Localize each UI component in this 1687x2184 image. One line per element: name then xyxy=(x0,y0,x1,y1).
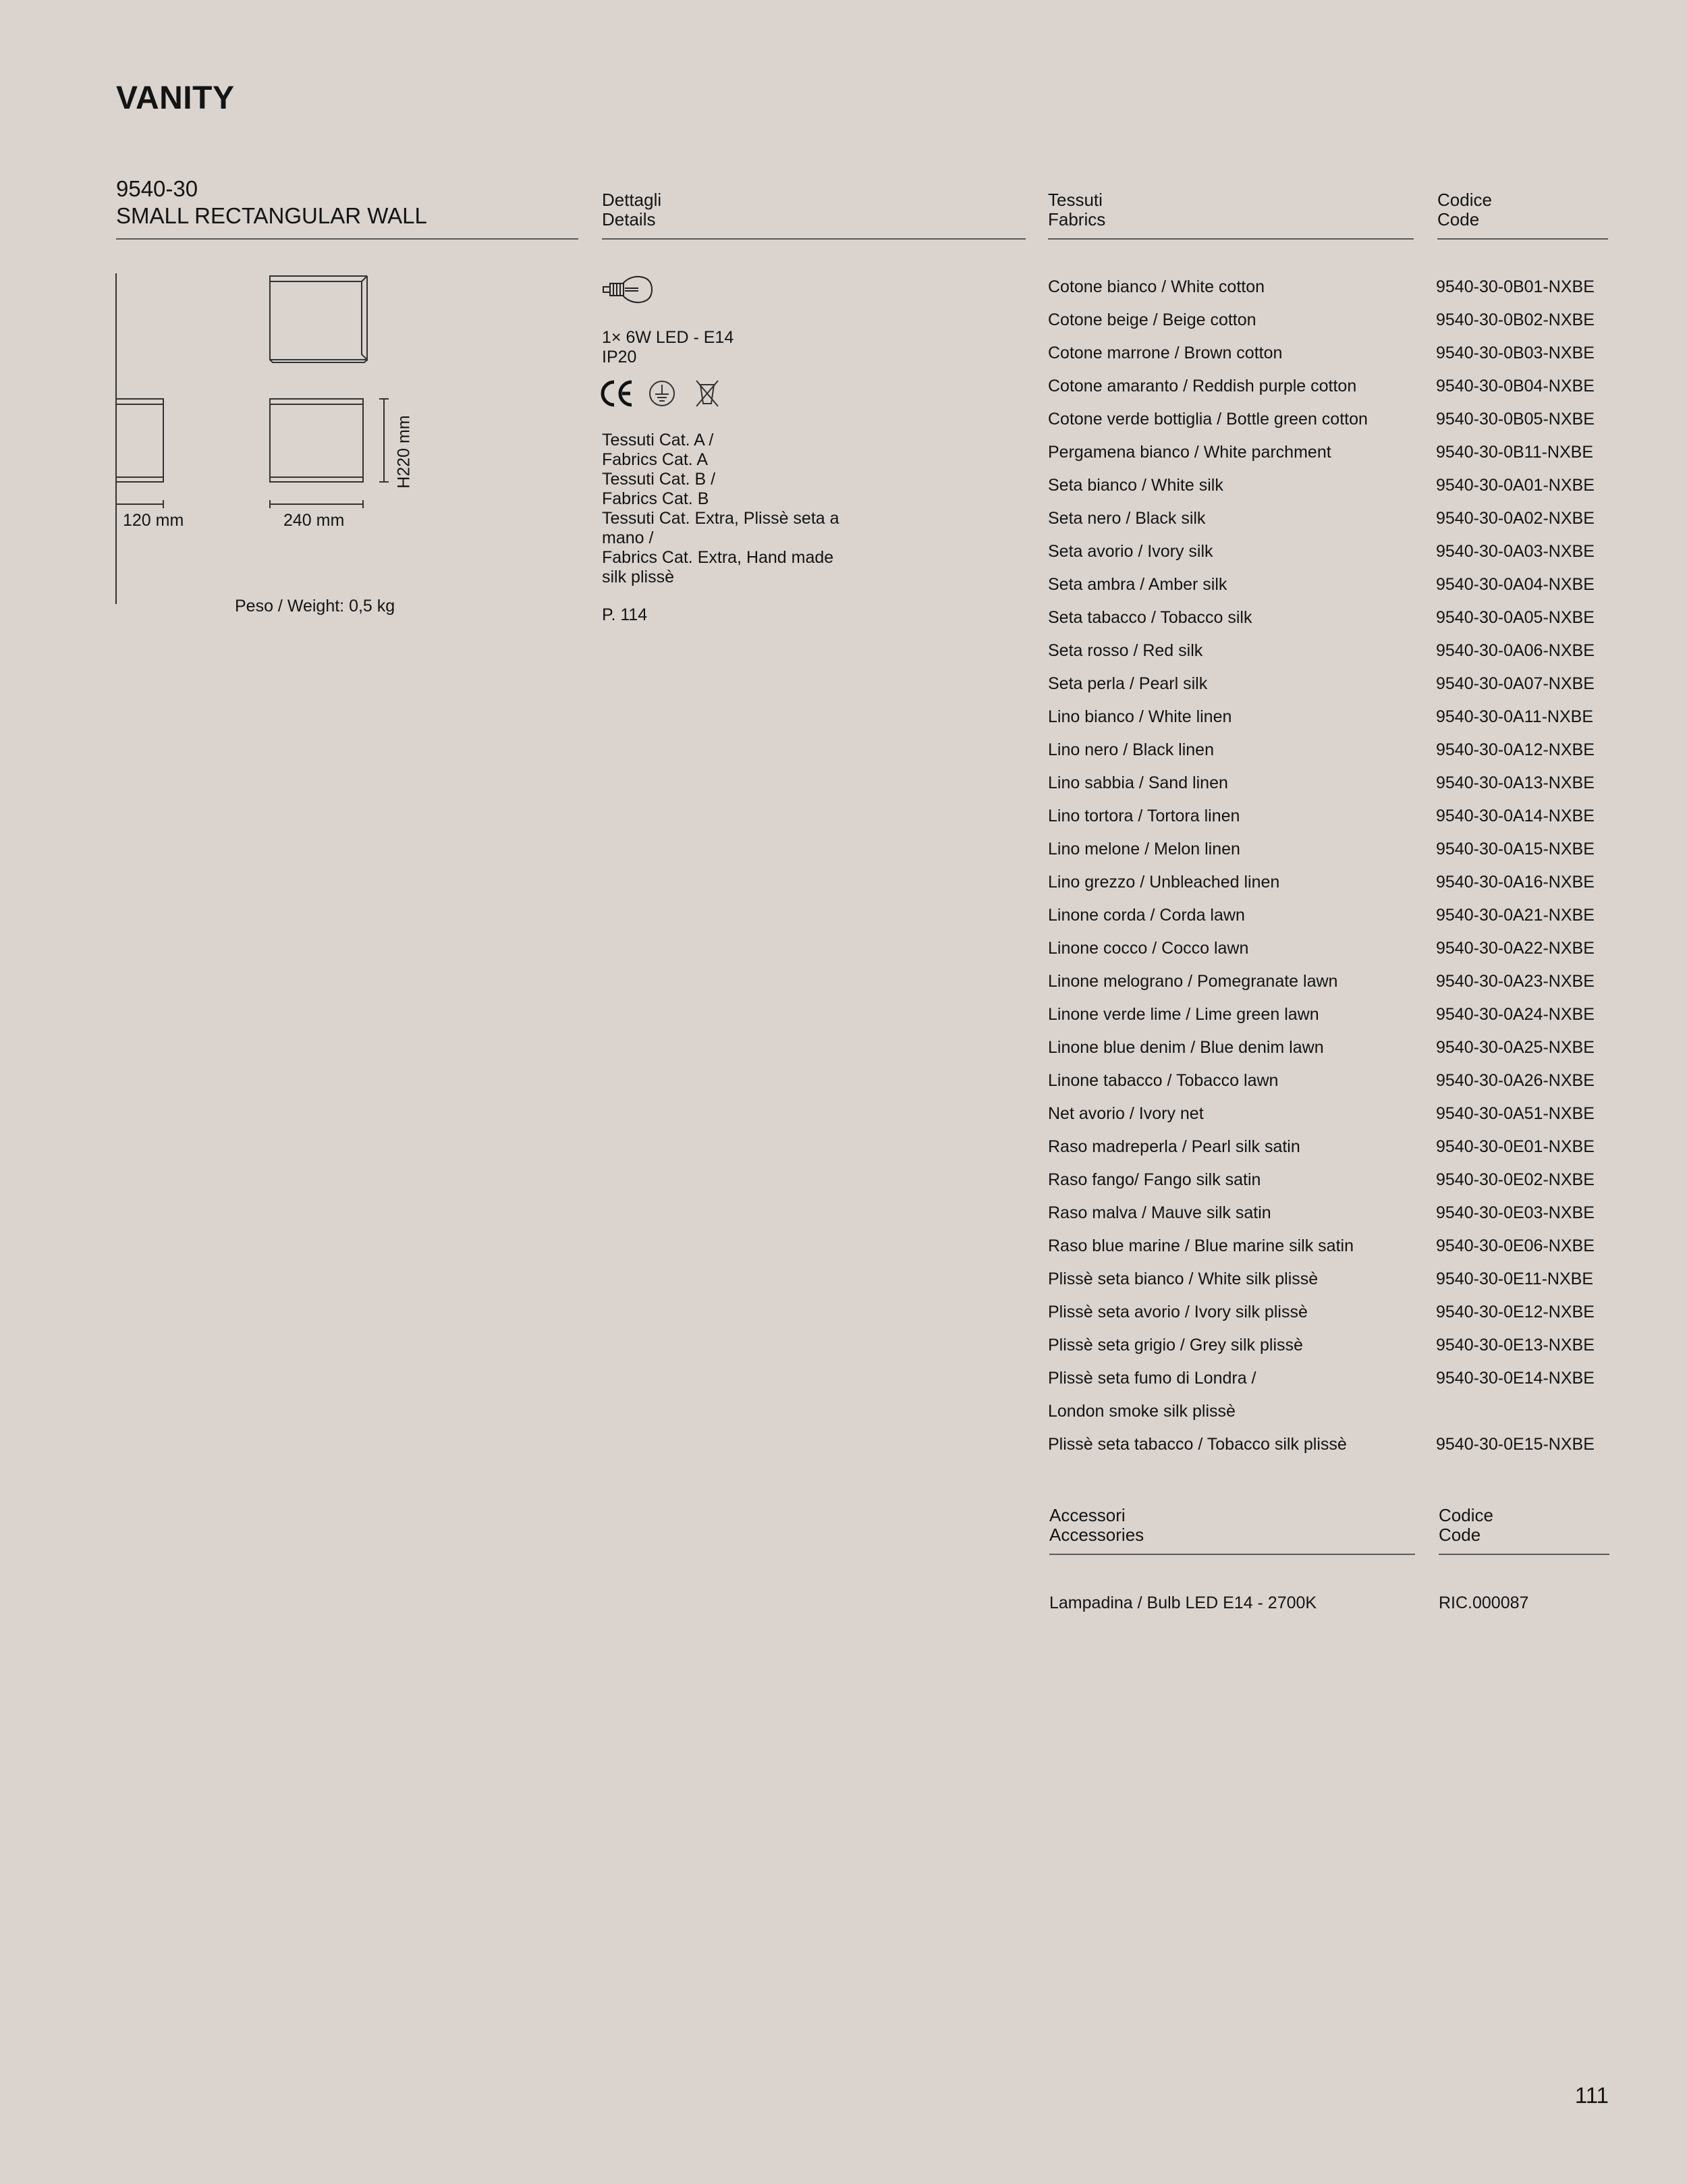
fabrics-header: Tessuti Fabrics xyxy=(1048,190,1106,229)
table-row: Lino bianco / White linen 9540-30-0A11-NXBE xyxy=(1048,707,1594,726)
table-row: Pergamena bianco / White parchment 9540-30-0B11-NXBE xyxy=(1048,443,1594,462)
details-header: Dettagli Details xyxy=(602,190,662,229)
table-row: Seta ambra / Amber silk 9540-30-0A04-NXBE xyxy=(1048,575,1595,594)
table-row: Seta bianco / White silk 9540-30-0A01-NXBE xyxy=(1048,476,1595,495)
fabrics-table xyxy=(1048,275,1622,1465)
table-row: Linone verde lime / Lime green lawn 9540-30-0A24-NXBE xyxy=(1048,1005,1595,1024)
table-row: Seta avorio / Ivory silk 9540-30-0A03-NXBE xyxy=(1048,542,1595,561)
table-row: Seta nero / Black silk 9540-30-0A02-NXBE xyxy=(1048,509,1595,528)
table-row: Plissè seta tabacco / Tobacco silk plissè 9540-30-0E15-NXBE xyxy=(1048,1435,1595,1454)
width-dimension: 240 mm xyxy=(283,511,345,530)
weee-bin-icon xyxy=(694,378,721,409)
bulb-icon xyxy=(601,274,655,305)
table-row: Lino sabbia / Sand linen 9540-30-0A13-NXBE xyxy=(1048,773,1595,792)
table-row: Cotone beige / Beige cotton 9540-30-0B02-NXBE xyxy=(1048,310,1595,329)
table-row: Plissè seta fumo di Londra / London smoke silk plissè 9540-30-0E14-NXBE xyxy=(1048,1369,1595,1421)
table-row: Cotone verde bottiglia / Bottle green cotton 9540-30-0B05-NXBE xyxy=(1048,410,1595,429)
table-row: Raso madreperla / Pearl silk satin 9540-30-0E01-NXBE xyxy=(1048,1137,1595,1156)
page-reference: P. 114 xyxy=(602,605,648,624)
table-row: Raso blue marine / Blue marine silk satin 9540-30-0E06-NXBE xyxy=(1048,1236,1595,1255)
table-row: Net avorio / Ivory net 9540-30-0A51-NXBE xyxy=(1048,1104,1595,1123)
table-row: Raso fango/ Fango silk satin 9540-30-0E02-NXBE xyxy=(1048,1170,1595,1189)
table-row: Linone tabacco / Tobacco lawn 9540-30-0A26-NXBE xyxy=(1048,1071,1595,1090)
table-row: Seta rosso / Red silk 9540-30-0A06-NXBE xyxy=(1048,641,1595,660)
code-divider xyxy=(1437,238,1608,240)
table-row: Linone melograno / Pomegranate lawn 9540-30-0A23-NXBE xyxy=(1048,972,1595,991)
table-row: Linone blue denim / Blue denim lawn 9540-30-0A25-NXBE xyxy=(1048,1038,1595,1057)
height-dimension: H220 mm xyxy=(394,415,414,489)
table-row: Cotone amaranto / Reddish purple cotton 9540-30-0B04-NXBE xyxy=(1048,377,1595,395)
code-header: Codice Code xyxy=(1437,190,1492,229)
table-row: Seta tabacco / Tobacco silk 9540-30-0A05-NXBE xyxy=(1048,608,1595,627)
accessories-header: Accessori Accessories xyxy=(1049,1505,1144,1545)
table-row: Raso malva / Mauve silk satin 9540-30-0E03-NXBE xyxy=(1048,1203,1595,1222)
details-divider xyxy=(602,238,1026,240)
product-divider xyxy=(116,238,578,240)
table-row: Lino grezzo / Unbleached linen 9540-30-0A16-NXBE xyxy=(1048,873,1595,892)
accessories-divider xyxy=(1049,1554,1415,1555)
table-row: Lino melone / Melon linen 9540-30-0A15-NXBE xyxy=(1048,840,1595,858)
table-row: Lino nero / Black linen 9540-30-0A12-NXBE xyxy=(1048,740,1595,759)
product-name: SMALL RECTANGULAR WALL xyxy=(116,203,427,228)
table-row: Lino tortora / Tortora linen 9540-30-0A14-NXBE xyxy=(1048,807,1595,825)
ce-mark-icon xyxy=(599,378,636,409)
accessory-code: RIC.000087 xyxy=(1439,1593,1529,1612)
weight-label: Peso / Weight: 0,5 kg xyxy=(235,597,395,616)
page-number: 111 xyxy=(1574,2083,1609,2108)
table-row: Linone cocco / Cocco lawn 9540-30-0A22-NXBE xyxy=(1048,939,1595,958)
table-row: Plissè seta bianco / White silk plissè 9540-30-0E11-NXBE xyxy=(1048,1270,1594,1288)
earth-ground-icon xyxy=(648,379,676,408)
product-drawing xyxy=(113,273,424,611)
accessories-code-header: Codice Code xyxy=(1439,1505,1493,1545)
product-code: 9540-30 xyxy=(116,176,198,201)
table-row: Plissè seta grigio / Grey silk plissè 9540-30-0E13-NXBE xyxy=(1048,1336,1595,1355)
depth-dimension: 120 mm xyxy=(123,511,184,530)
fabric-categories: Tessuti Cat. A / Fabrics Cat. A Tessuti Cat. B / Fabrics Cat. B Tessuti Cat. Extra, Plissè seta a mano / Fabrics Cat. Extra, Hand made silk plissè xyxy=(602,431,839,586)
table-row: Cotone marrone / Brown cotton 9540-30-0B03-NXBE xyxy=(1048,344,1595,362)
table-row: Plissè seta avorio / Ivory silk plissè 9540-30-0E12-NXBE xyxy=(1048,1303,1595,1321)
table-row: Linone corda / Corda lawn 9540-30-0A21-NXBE xyxy=(1048,906,1595,925)
table-row: Cotone bianco / White cotton 9540-30-0B01-NXBE xyxy=(1048,277,1595,296)
light-specs xyxy=(602,328,734,367)
table-row: Seta perla / Pearl silk 9540-30-0A07-NXBE xyxy=(1048,674,1595,693)
brand-title: VANITY xyxy=(116,80,235,116)
accessory-name: Lampadina / Bulb LED E14 - 2700K xyxy=(1049,1593,1317,1612)
ip-rating: IP20 xyxy=(602,348,637,366)
fabrics-divider xyxy=(1048,238,1414,240)
accessories-code-divider xyxy=(1439,1554,1609,1555)
light-source: 1× 6W LED - E14 xyxy=(602,328,734,347)
